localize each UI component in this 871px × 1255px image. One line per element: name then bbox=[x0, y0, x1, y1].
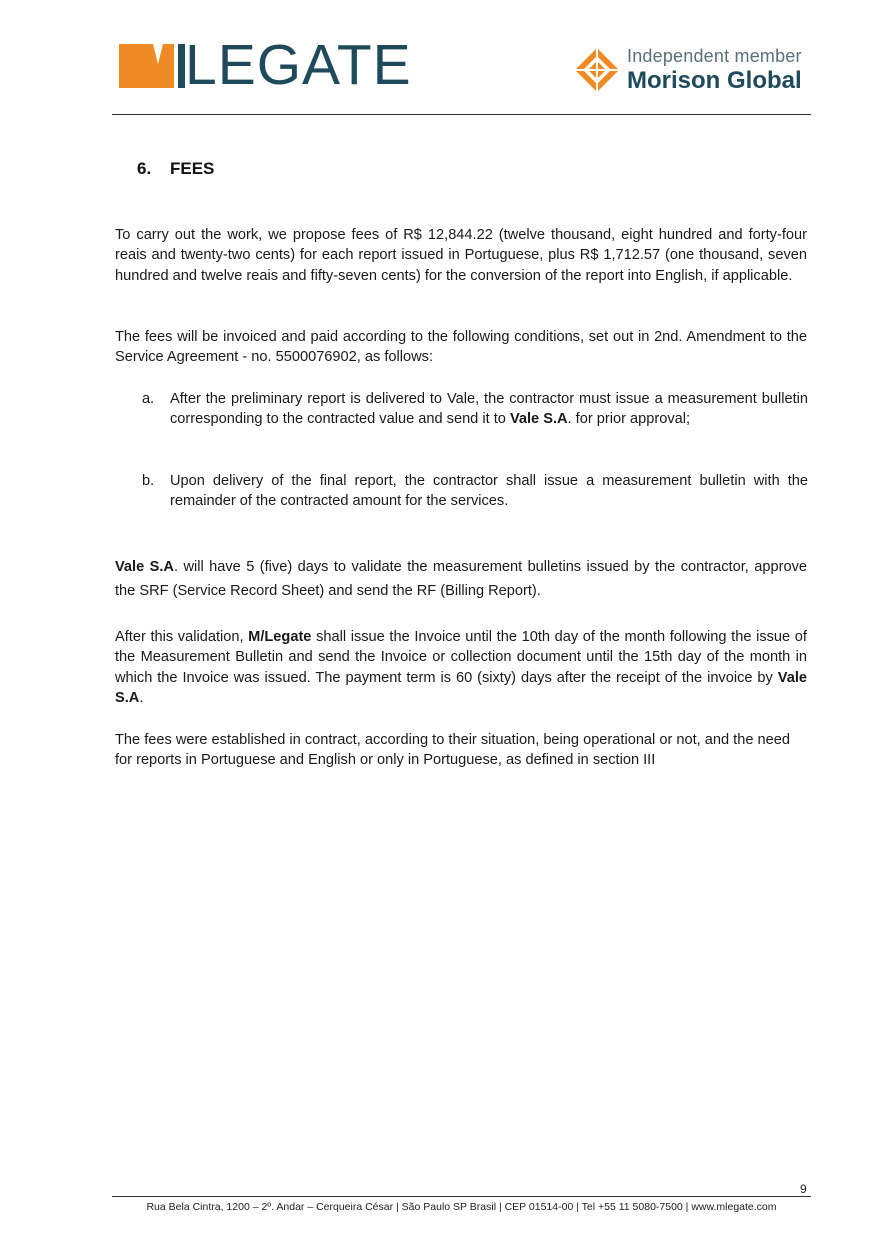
morison-global-label: Morison Global bbox=[627, 67, 802, 94]
independent-member-label: Independent member bbox=[627, 46, 802, 66]
contract-paragraph: The fees were established in contract, according to their situation, being operational or not, and the need for reports in Portuguese and English or only in Portuguese, as defined in section III bbox=[115, 732, 790, 769]
footer-address: Rua Bela Cintra, 1200 – 2º. Andar – Cerqueira César | São Paulo SP Brasil | CEP 01514-00 | Tel +55 11 5080-7500 | www.mlegate.com bbox=[146, 1201, 777, 1213]
section-title: FEES bbox=[170, 159, 215, 178]
list-item-text: Upon delivery of the final report, the contractor shall issue a measurement bulletin with the remainder of the contracted amount for the services. bbox=[170, 473, 808, 510]
logo-wordmark: LEGATE bbox=[185, 33, 412, 97]
list-item-a bbox=[142, 389, 808, 430]
invoice-paragraph: After this validation, M/Legate shall issue the Invoice until the 10th day of the month following the issue of the Measurement Bulletin and send the Invoice or collection document until the 15th day of the month in which the Invoice was issued. The payment term is 60 (sixty) days after the receipt of the invoice by Vale S.A. bbox=[115, 629, 807, 707]
section-heading bbox=[137, 159, 214, 179]
list-item-b bbox=[142, 471, 808, 512]
mlegate-logo bbox=[119, 33, 419, 97]
morison-diamond-icon bbox=[575, 48, 619, 92]
validation-paragraph: Vale S.A. will have 5 (five) days to validate the measurement bulletins issued by the contractor, approve the SRF (Service Record Sheet) and send the RF (Billing Report). bbox=[115, 559, 807, 599]
conditions-paragraph: The fees will be invoiced and paid according to the following conditions, set out in 2nd. Amendment to the Service Agreement - no. 5500076902, as follows: bbox=[115, 329, 807, 366]
header-divider bbox=[112, 114, 811, 115]
list-marker: a. bbox=[142, 391, 155, 407]
list-marker: b. bbox=[142, 473, 155, 489]
fees-paragraph: To carry out the work, we propose fees of R$ 12,844.22 (twelve thousand, eight hundred and forty-four reais and twenty-two cents) for each report issued in Portuguese, plus R$ 1,712.57 (one thousand, seven hundred and twelve reais and fifty-seven cents) for the conversion of the report into English, if applicable. bbox=[115, 227, 807, 284]
section-number: 6. bbox=[137, 159, 152, 178]
morison-global-logo bbox=[575, 46, 815, 96]
page-number: 9 bbox=[800, 1182, 807, 1196]
footer-divider bbox=[112, 1196, 811, 1197]
list-item-text: After the preliminary report is delivered to Vale, the contractor must issue a measurement bulletin corresponding to the contracted value and send it to Vale S.A. for prior approval; bbox=[170, 391, 808, 428]
